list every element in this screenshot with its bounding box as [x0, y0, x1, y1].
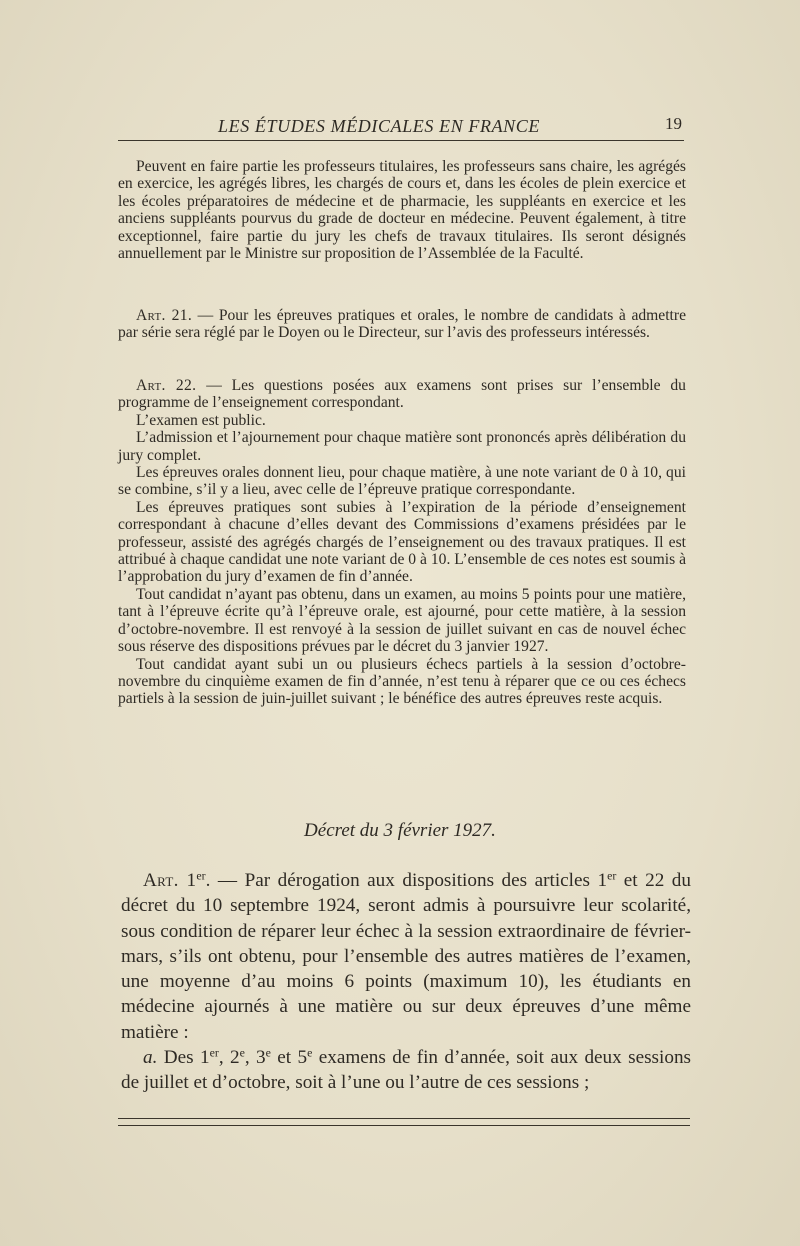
article-1-paragraph [121, 868, 691, 1045]
header-rule [118, 140, 684, 141]
item-a-text-3: , 3 [244, 1047, 266, 1069]
article-22-para-4: Les épreuves pratiques sont subies à l’expiration de la période d’enseignement correspondant à chacune d’elles devant des Commissions d’examens présidées par le professeur, assisté des agrégés chargés de l’enseignement ou des travaux pratiques. Il est attribué à chaque candidat une note variant de 0 à 10. L’ensemble de ces notes est soumis à l’approbation du jury d’examen de fin d’année. [118, 498, 686, 586]
item-a-sup-4: e [307, 1045, 313, 1060]
article-21-text: — Pour les épreuves pratiques et orales, le nombre de candidats à admettre par série sera réglé par le Doyen ou le Directeur, sur l’avis des professeurs intéressés. [118, 307, 686, 342]
article-22-para-5: Tout candidat n’ayant pas obtenu, dans un examen, au moins 5 points pour une matière, tant à l’épreuve écrite qu’à l’épreuve orale, est ajourné, pour cette matière, à la session d’octobre-novembre. Il est renvoyé à la session de juillet suivant en cas de nouvel échec sous réserve des dispositions prévues par le décret du 3 janvier 1927. [118, 585, 686, 656]
running-title: LES ÉTUDES MÉDICALES EN FRANCE [218, 116, 540, 136]
item-a-text-4: et 5 [270, 1047, 308, 1069]
article-1-text-sup: er [607, 868, 617, 883]
item-a-sup-1: er [209, 1045, 219, 1060]
article-22-text: — Les questions posées aux examens sont prises sur l’ensemble du programme de l’enseignement correspondant. [118, 377, 686, 412]
article-22 [118, 377, 686, 708]
running-head [118, 112, 684, 138]
article-22-para-6: Tout candidat ayant subi un ou plusieurs échecs partiels à la session d’octobre-novembre du cinquième examen de fin d’année, n’est tenu à réparer que ce ou ces échecs partiels à la session de juin-juillet suivant ; le bénéfice des autres épreuves reste acquis. [118, 655, 686, 708]
article-22-para-1: L’examen est public. [136, 411, 266, 429]
article-22-paragraph [118, 377, 686, 412]
item-a-sup-2: e [239, 1045, 245, 1060]
item-a-paragraph [121, 1045, 691, 1096]
decree-title: Décret du 3 février 1927. [304, 820, 496, 841]
article-1-text-a: . — Par dérogation aux dispositions des articles 1 [205, 870, 608, 891]
article-21-paragraph [118, 307, 686, 342]
item-a-text-5: examens de fin d’année, soit aux deux sessions de juillet et d’octobre, soit à l’une ou l’autre de ces sessions ; [121, 1047, 692, 1094]
article-22-label: Art. 22. [136, 377, 197, 394]
page-number: 19 [665, 114, 682, 133]
item-a-text-1: Des 1 [157, 1047, 210, 1069]
footer-rule-lower [118, 1125, 690, 1126]
article-22-para-3: Les épreuves orales donnent lieu, pour chaque matière, à une note variant de 0 à 10, qui se combine, s’il y a lieu, avec celle de l’épreuve pratique correspondante. [118, 464, 686, 499]
article-22-para-2: L’admission et l’ajournement pour chaque matière sont prononcés après délibération du jury complet. [118, 429, 686, 464]
article-1-label: Art. 1 [143, 870, 197, 891]
article-1-text-b: et 22 du décret du 10 septembre 1924, seront admis à poursuivre leur scolarité, sous condition de réparer leur échec à la session extraordinaire de février-mars, s’ils ont obtenu, pour l’ensemble des autres matières de l’examen, une moyenne d’au moins 6 points (maximum 10), les étudiants en médecine ajournés à une matière ou sur deux épreuves d’une même matière : [121, 870, 691, 1043]
article-21-label: Art. 21. [136, 307, 193, 324]
item-a-sup-3: e [265, 1045, 271, 1060]
article-21 [118, 307, 686, 342]
footer-rule-upper [118, 1118, 690, 1119]
item-a-text-2: , 2 [218, 1047, 240, 1069]
jury-composition-paragraph [118, 158, 686, 262]
paragraph-text: Peuvent en faire partie les professeurs titulaires, les professeurs sans chaire, les agrégés en exercice, les agrégés libres, les chargés de cours et, dans les écoles de plein exercice et les écoles préparatoires de médecine et de pharmacie, les suppléants en exercice et les anciens suppléants pourvus du grade de docteur en médecine. Peuvent également, à titre exceptionnel, faire partie du jury les chefs de travaux titulaires. Ils seront désignés annuellement par le Ministre sur proposition de l’Assemblée de la Faculté. [118, 158, 686, 263]
article-1-label-sup: er [196, 868, 206, 883]
item-a-letter: a. [143, 1047, 158, 1069]
decree-body [121, 868, 691, 1096]
